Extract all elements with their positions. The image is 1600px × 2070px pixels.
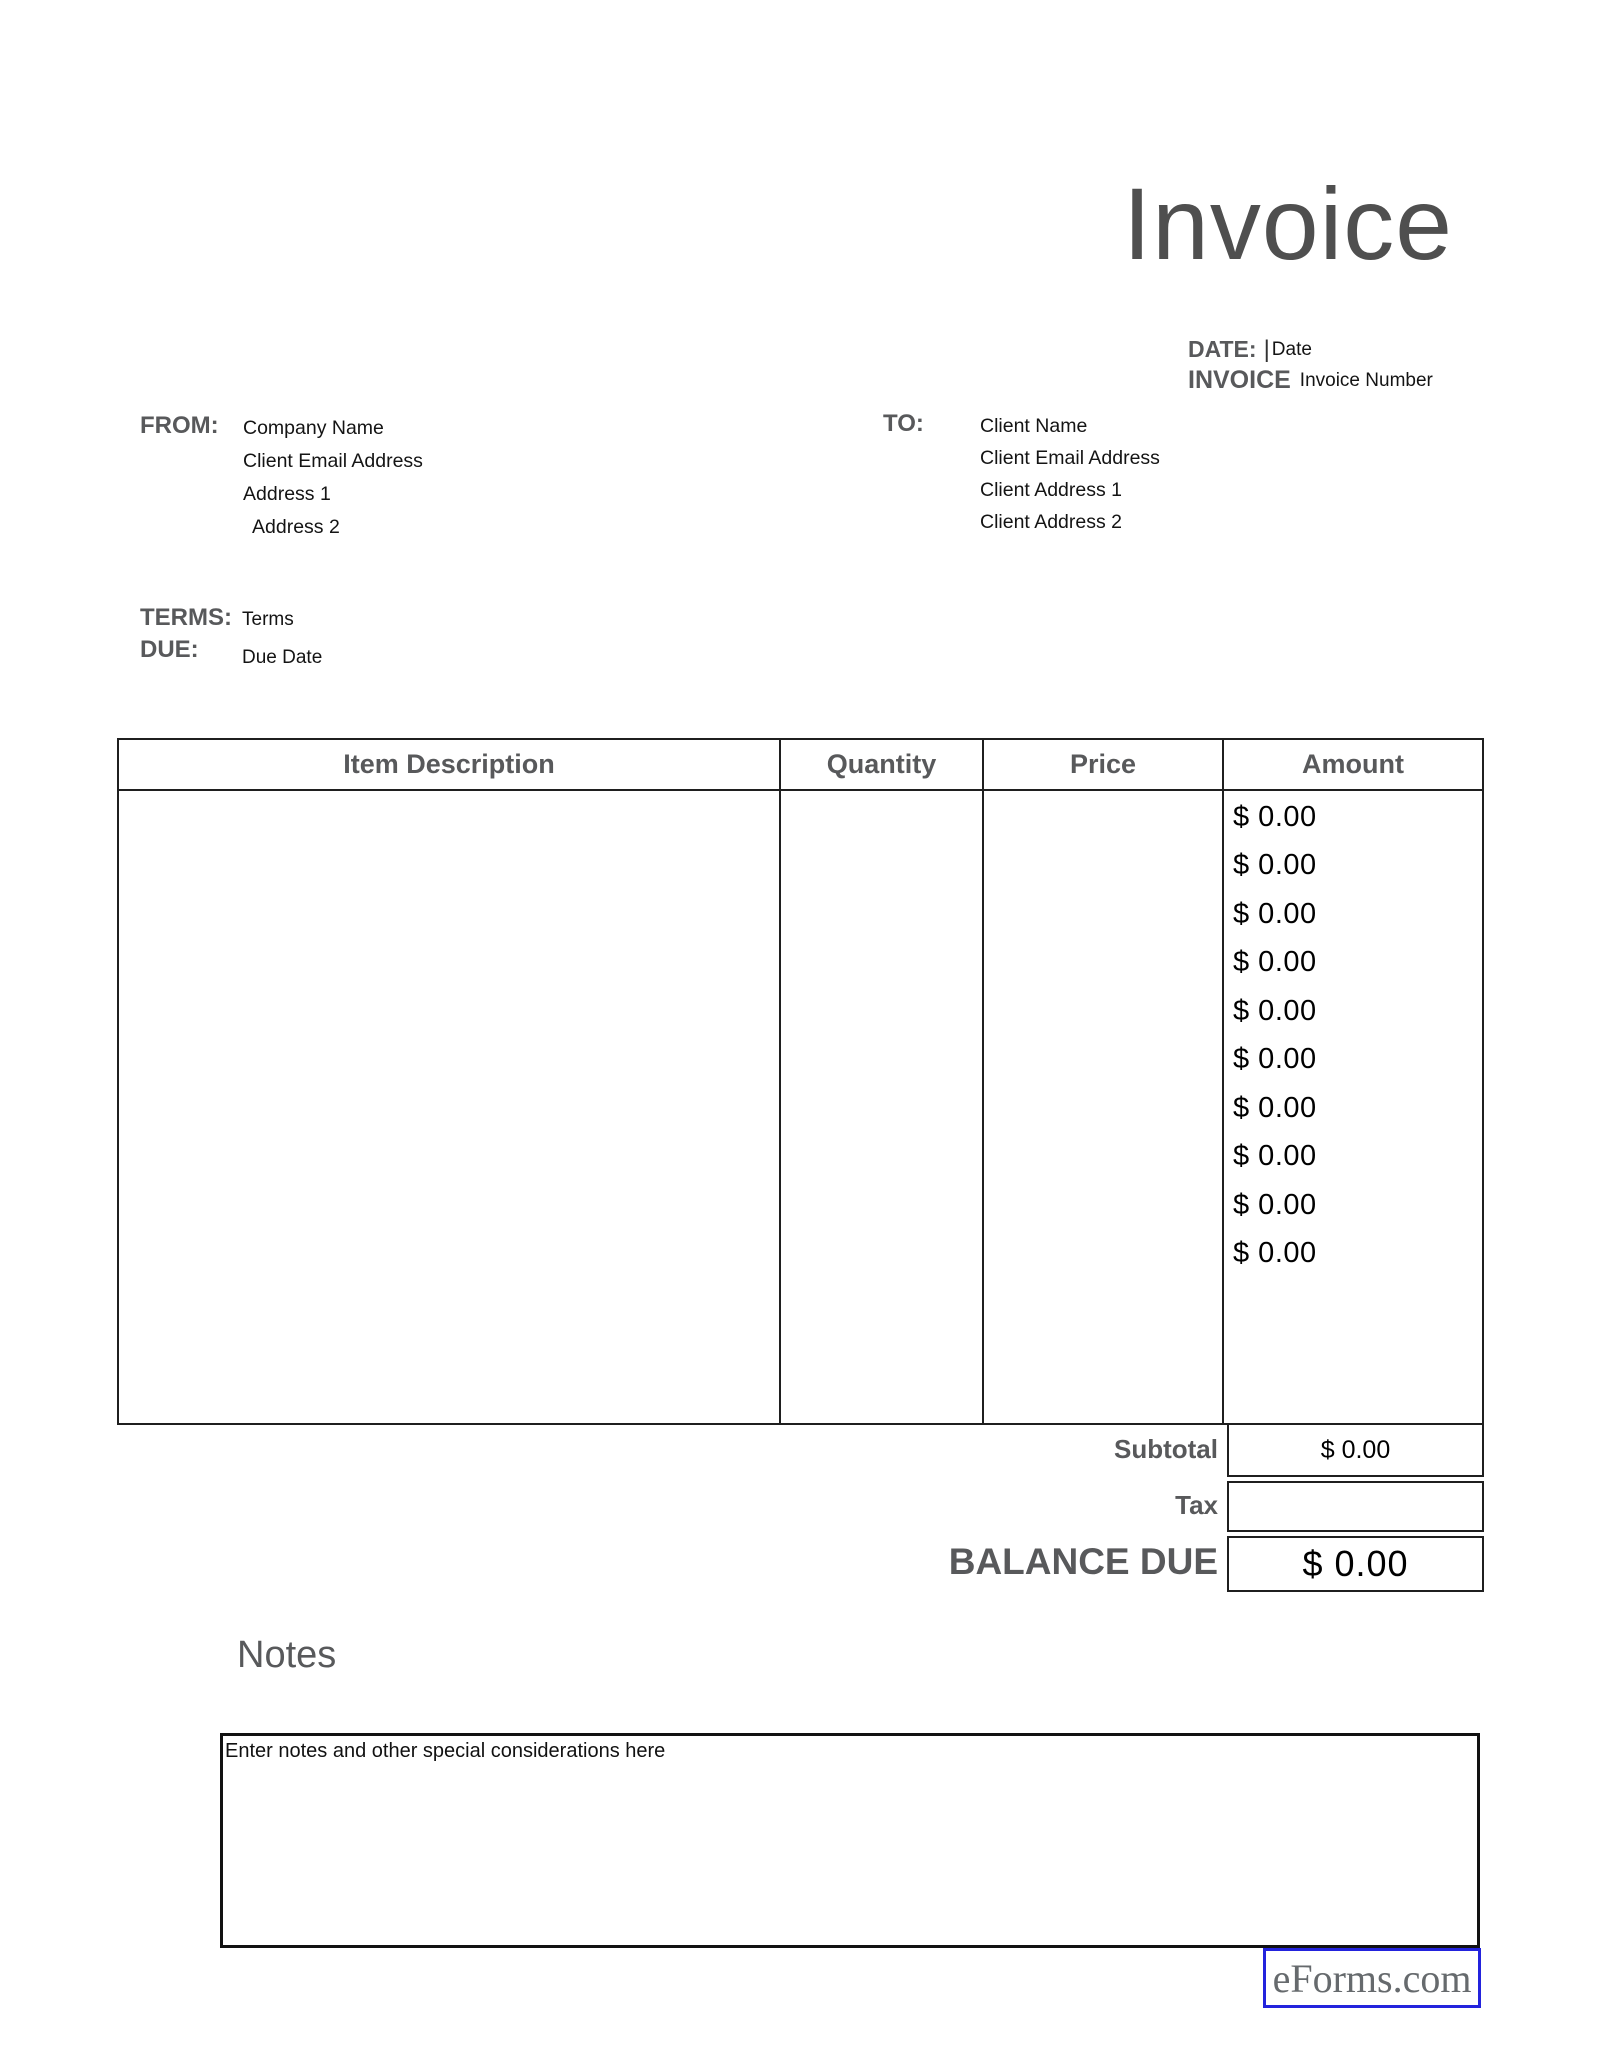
notes-textarea[interactable] bbox=[220, 1733, 1480, 1948]
date-field[interactable]: Date bbox=[1271, 338, 1312, 360]
invoice-number-field[interactable]: Invoice Number bbox=[1299, 369, 1433, 391]
subtotal-label: Subtotal bbox=[1114, 1434, 1218, 1464]
amount-value: $ 0.00 bbox=[1233, 994, 1317, 1027]
tax-label: Tax bbox=[1175, 1490, 1218, 1520]
invoice-number-label: INVOICE bbox=[1188, 366, 1291, 394]
from-company-name-field[interactable]: Company Name bbox=[243, 417, 384, 439]
amount-value: $ 0.00 bbox=[1233, 1043, 1317, 1076]
item-description-cell[interactable] bbox=[119, 791, 781, 1423]
amount-value: $ 0.00 bbox=[1233, 897, 1317, 930]
eforms-brand-label: eForms.com bbox=[1272, 1955, 1472, 2001]
subtotal-value: $ 0.00 bbox=[1320, 1435, 1391, 1464]
invoice-meta bbox=[1188, 334, 1433, 396]
line-items-table bbox=[117, 738, 1484, 1425]
notes-placeholder: Enter notes and other special considerations here bbox=[225, 1740, 666, 1762]
header-item-description: Item Description bbox=[119, 740, 781, 789]
amount-value: $ 0.00 bbox=[1233, 1237, 1317, 1270]
balance-due-label: BALANCE DUE bbox=[948, 1541, 1218, 1582]
due-date-field[interactable]: Due Date bbox=[242, 647, 323, 668]
table-body bbox=[119, 791, 1482, 1423]
invoice-number-row bbox=[1188, 365, 1433, 396]
amount-cell bbox=[1224, 791, 1482, 1423]
date-label: DATE: bbox=[1188, 336, 1257, 362]
date-row bbox=[1188, 334, 1433, 365]
eforms-brand-link[interactable] bbox=[1263, 1948, 1481, 2008]
due-label: DUE: bbox=[140, 636, 199, 663]
page-title: Invoice bbox=[1122, 167, 1453, 281]
quantity-cell[interactable] bbox=[781, 791, 984, 1423]
to-address1-field[interactable]: Client Address 1 bbox=[980, 478, 1122, 501]
to-client-name-field[interactable]: Client Name bbox=[980, 414, 1088, 437]
from-fields bbox=[243, 412, 423, 544]
amount-value: $ 0.00 bbox=[1233, 1091, 1317, 1124]
balance-due-value: $ 0.00 bbox=[1302, 1543, 1409, 1584]
amount-value: $ 0.00 bbox=[1233, 800, 1317, 833]
amount-value: $ 0.00 bbox=[1233, 946, 1317, 979]
tax-value-field[interactable] bbox=[1227, 1481, 1484, 1532]
header-quantity: Quantity bbox=[781, 740, 984, 789]
from-email-field[interactable]: Client Email Address bbox=[243, 450, 423, 472]
from-address2-field[interactable]: Address 2 bbox=[252, 516, 340, 538]
header-amount: Amount bbox=[1302, 749, 1404, 779]
to-email-field[interactable]: Client Email Address bbox=[980, 446, 1160, 469]
amount-value: $ 0.00 bbox=[1233, 1188, 1317, 1221]
notes-heading: Notes bbox=[237, 1634, 337, 1676]
subtotal-value-box bbox=[1227, 1425, 1484, 1477]
from-address1-field[interactable]: Address 1 bbox=[243, 483, 331, 505]
amount-value: $ 0.00 bbox=[1233, 849, 1317, 882]
balance-due-value-box bbox=[1227, 1536, 1484, 1592]
from-label: FROM: bbox=[140, 412, 219, 439]
to-address2-field[interactable]: Client Address 2 bbox=[980, 510, 1122, 533]
text-cursor: | bbox=[1263, 335, 1270, 363]
to-fields bbox=[980, 410, 1160, 538]
amount-value: $ 0.00 bbox=[1233, 1140, 1317, 1173]
header-price: Price bbox=[984, 740, 1224, 789]
to-label: TO: bbox=[883, 410, 924, 437]
terms-label: TERMS: bbox=[140, 604, 232, 631]
table-header-row bbox=[119, 740, 1482, 791]
price-cell[interactable] bbox=[984, 791, 1224, 1423]
terms-field[interactable]: Terms bbox=[242, 609, 294, 630]
